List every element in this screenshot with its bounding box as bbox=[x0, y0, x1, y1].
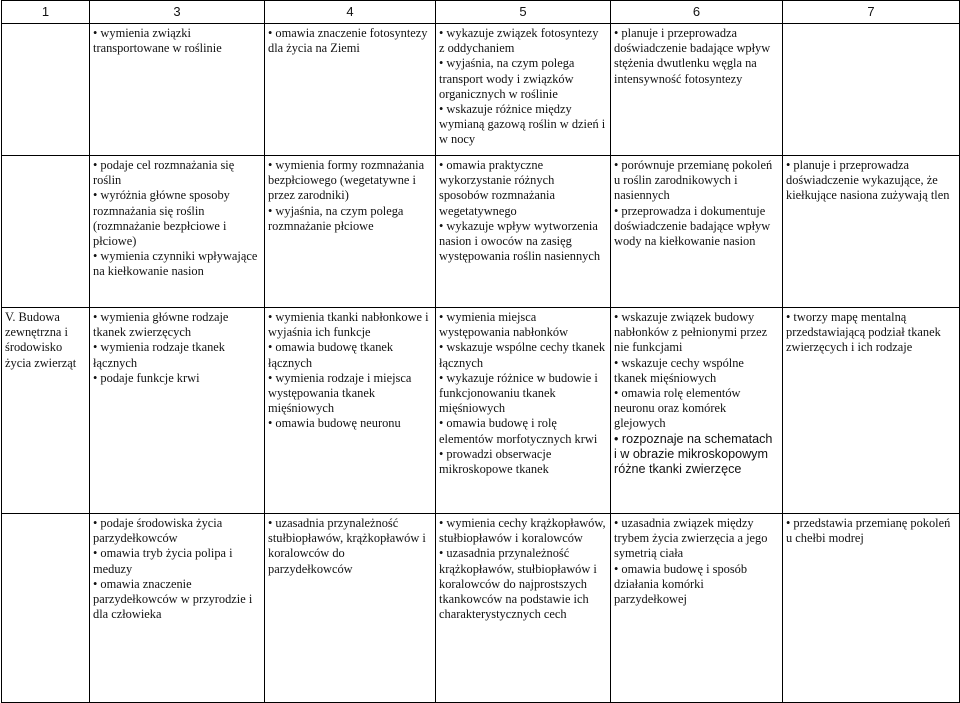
list-item: • wskazuje różnice między wymianą gazową roślin w dzień i w nocy bbox=[439, 102, 606, 147]
list-item: • planuje i przeprowadza doświadczenie badające wpływ stężenia dwutlenku węgla na intensywność fotosyntezy bbox=[614, 26, 771, 86]
list-item: • planuje i przeprowadza doświadczenie wykazujące, że kiełkujące nasiona zużywają tlen bbox=[786, 158, 950, 203]
requirement-cell bbox=[265, 308, 436, 514]
requirement-cell bbox=[90, 24, 265, 156]
list-item: • wskazuje cechy wspólne tkanek mięśniowych bbox=[614, 355, 744, 385]
list-item: • omawia rolę elementów neuronu oraz komórek glejowych bbox=[614, 386, 741, 431]
table-row bbox=[2, 514, 960, 703]
list-item: • wymienia główne rodzaje tkanek zwierzęcych bbox=[93, 310, 229, 340]
list-item: • tworzy mapę mentalną przedstawiającą podział tkanek zwierzęcych i ich rodzaje bbox=[786, 310, 941, 355]
requirement-cell bbox=[436, 156, 611, 308]
requirement-cell bbox=[265, 24, 436, 156]
requirement-cell bbox=[611, 514, 783, 703]
table-row bbox=[2, 24, 960, 156]
requirement-cell bbox=[783, 156, 960, 308]
list-item: • przeprowadza i dokumentuje doświadczenie badające wpływ wody na kiełkowanie nasion bbox=[614, 203, 771, 249]
list-item: • omawia znaczenie parzydełkowców w przyrodzie i dla człowieka bbox=[93, 576, 253, 622]
section-cell bbox=[2, 24, 90, 156]
header-cell: 6 bbox=[611, 1, 783, 24]
requirement-cell bbox=[436, 24, 611, 156]
table-row bbox=[2, 308, 960, 514]
list-item: • podaje środowiska życia parzydełkowców bbox=[93, 516, 223, 546]
list-item: • wyjaśnia, na czym polega transport wody i związków organicznych w roślinie bbox=[439, 56, 575, 101]
list-item: • podaje funkcje krwi bbox=[93, 370, 200, 385]
requirement-cell bbox=[90, 156, 265, 308]
list-item: • wskazuje wspólne cechy tkanek łącznych bbox=[439, 340, 606, 370]
list-item: • wyjaśnia, na czym polega rozmnażanie płciowe bbox=[268, 203, 404, 233]
section-cell bbox=[2, 514, 90, 703]
list-item: • uzasadnia związek między trybem życia zwierzęcia a jego symetrią ciała bbox=[614, 516, 768, 561]
list-item: • wyróżnia główne sposoby rozmnażania się roślin (rozmnażanie bezpłciowe i płciowe) bbox=[93, 188, 230, 249]
curriculum-table bbox=[1, 0, 960, 703]
requirement-cell bbox=[783, 24, 960, 156]
list-item: • porównuje przemianę pokoleń u roślin zarodnikowych i nasiennych bbox=[614, 158, 773, 203]
list-item: • wskazuje związek budowy nabłonków z pełnionymi przez nie funkcjami bbox=[614, 310, 768, 355]
requirement-cell bbox=[90, 308, 265, 514]
list-item: • wymienia cechy krążkopławów, stułbiopławów i koralowców bbox=[439, 516, 606, 546]
requirement-cell bbox=[611, 308, 783, 514]
list-item: • wymienia rodzaje tkanek łącznych bbox=[93, 340, 225, 370]
list-item: • wykazuje związek fotosyntezy z oddychaniem bbox=[439, 26, 599, 56]
requirement-cell bbox=[265, 156, 436, 308]
list-item: • wymienia tkanki nabłonkowe i wyjaśnia ich funkcje bbox=[268, 310, 429, 340]
requirement-cell bbox=[783, 514, 960, 703]
header-cell: 3 bbox=[90, 1, 265, 24]
list-item: • wykazuje różnice w budowie i funkcjonowaniu tkanek mięśniowych bbox=[439, 370, 598, 416]
list-item: • uzasadnia przynależność krążkopławów, stułbiopławów i koralowców do najprostszych tkankowców na podstawie ich charakterystycznych cech bbox=[439, 546, 597, 622]
list-item: • wymienia miejsca występowania nabłonków bbox=[439, 310, 569, 340]
list-item: • prowadzi obserwacje mikroskopowe tkanek bbox=[439, 446, 552, 477]
list-item: • omawia znaczenie fotosyntezy dla życia na Ziemi bbox=[268, 26, 428, 56]
requirement-cell bbox=[436, 514, 611, 703]
header-cell: 7 bbox=[783, 1, 960, 24]
requirement-cell bbox=[436, 308, 611, 514]
list-item: • wymienia czynniki wpływające na kiełkowanie nasion bbox=[93, 249, 258, 279]
list-item: • wymienia związki transportowane w roślinie bbox=[93, 26, 222, 56]
table-row bbox=[2, 156, 960, 308]
list-item: • omawia budowę i rolę elementów morfotycznych krwi bbox=[439, 416, 598, 446]
list-item: • rozpoznaje na schematach i w obrazie mikroskopowym różne tkanki zwierzęce bbox=[614, 431, 773, 477]
list-item: • wymienia rodzaje i miejsca występowania tkanek mięśniowych bbox=[268, 370, 412, 416]
requirement-cell bbox=[611, 156, 783, 308]
list-item: • omawia tryb życia polipa i meduzy bbox=[93, 546, 233, 576]
list-item: • przedstawia przemianę pokoleń u chełbi modrej bbox=[786, 516, 951, 546]
list-item: • podaje cel rozmnażania się roślin bbox=[93, 158, 235, 188]
list-item: • omawia budowę neuronu bbox=[268, 416, 401, 431]
list-item: • omawia praktyczne wykorzystanie różnych sposobów rozmnażania wegetatywnego bbox=[439, 158, 555, 218]
list-item: • uzasadnia przynależność stułbiopławów, krążkopławów i koralowców do parzydełkowców bbox=[268, 516, 426, 576]
list-item: • omawia budowę i sposób działania komórki parzydełkowej bbox=[614, 561, 748, 607]
list-item: • omawia budowę tkanek łącznych bbox=[268, 340, 394, 370]
requirement-cell bbox=[265, 514, 436, 703]
section-cell bbox=[2, 156, 90, 308]
header-cell: 4 bbox=[265, 1, 436, 24]
list-item: • wymienia formy rozmnażania bezpłciowego (wegetatywne i przez zarodniki) bbox=[268, 158, 425, 203]
requirement-cell bbox=[783, 308, 960, 514]
requirement-cell bbox=[611, 24, 783, 156]
header-cell: 1 bbox=[2, 1, 90, 24]
section-cell: V. Budowa zewnętrzna i środowisko życia zwierząt bbox=[2, 308, 90, 514]
list-item: • wykazuje wpływ wytworzenia nasion i owoców na zasięg występowania roślin nasiennych bbox=[439, 218, 601, 264]
header-row bbox=[2, 1, 960, 24]
header-cell: 5 bbox=[436, 1, 611, 24]
requirement-cell bbox=[90, 514, 265, 703]
